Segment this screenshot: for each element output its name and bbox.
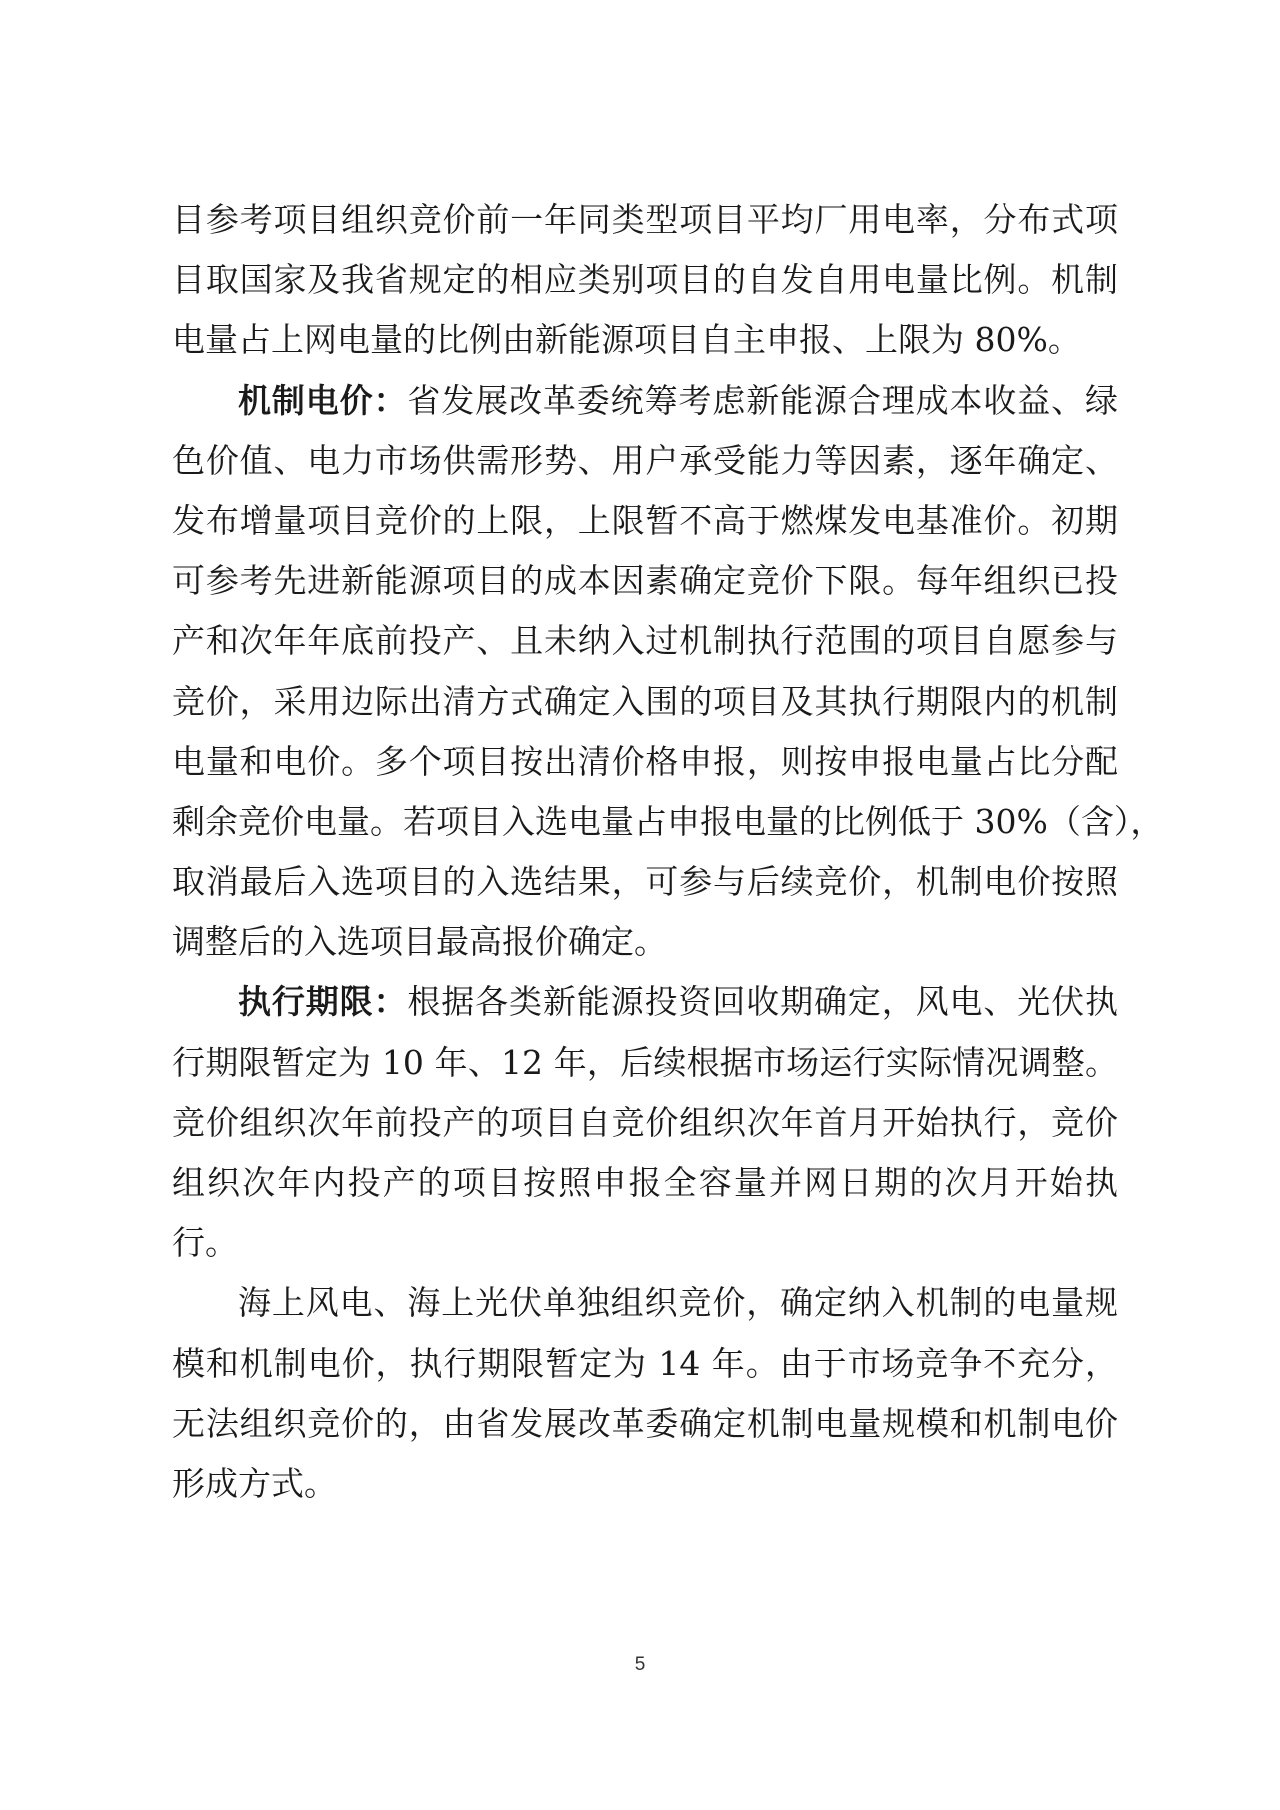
page-number: 5 xyxy=(634,1654,646,1675)
text-line: 竞价组织次年前投产的项目自竞价组织次年首月开始执行，竞价 xyxy=(172,1102,1118,1142)
text-line: 形成方式。 xyxy=(172,1463,337,1503)
section-heading-mechanism-price: 机制电价： xyxy=(238,380,408,420)
text-line: 模和机制电价，执行期限暂定为 14 年。由于市场竞争不充分， xyxy=(172,1343,1118,1383)
text-line: 竞价，采用边际出清方式确定入围的项目及其执行期限内的机制 xyxy=(172,681,1118,721)
text-line: 可参考先进新能源项目的成本因素确定竞价下限。每年组织已投 xyxy=(172,561,1118,601)
text-line xyxy=(172,371,1118,431)
text-line: 调整后的入选项目最高报价确定。 xyxy=(172,922,667,962)
text-line-content: 根据各类新能源投资回收期确定，风电、光伏执 xyxy=(407,982,1119,1022)
text-line: 行期限暂定为 10 年、12 年，后续根据市场运行实际情况调整。 xyxy=(172,1042,1118,1082)
text-line: 目参考项目组织竞价前一年同类型项目平均厂用电率，分布式项 xyxy=(172,200,1118,239)
text-line xyxy=(172,972,1118,1032)
text-line: 行。 xyxy=(172,1223,238,1263)
text-line: 产和次年年底前投产、且未纳入过机制执行范围的项目自愿参与 xyxy=(172,621,1118,661)
text-line: 组织次年内投产的项目按照申报全容量并网日期的次月开始执 xyxy=(172,1163,1118,1202)
text-line: 剩余竞价电量。若项目入选电量占申报电量的比例低于 30%（含）， xyxy=(172,801,1164,841)
text-line: 电量占上网电量的比例由新能源项目自主申报、上限为 80%。 xyxy=(172,320,1081,360)
document-body xyxy=(172,190,1164,1514)
text-line: 目取国家及我省规定的相应类别项目的自发自用电量比例。机制 xyxy=(172,260,1118,300)
text-line: 无法组织竞价的，由省发展改革委确定机制电量规模和机制电价 xyxy=(172,1403,1118,1443)
text-line: 取消最后入选项目的入选结果，可参与后续竞价，机制电价按照 xyxy=(172,862,1118,902)
text-line: 电量和电价。多个项目按出清价格申报，则按申报电量占比分配 xyxy=(172,741,1118,781)
text-line: 色价值、电力市场供需形势、用户承受能力等因素，逐年确定、 xyxy=(172,440,1118,480)
text-line: 发布增量项目竞价的上限，上限暂不高于燃煤发电基准价。初期 xyxy=(172,500,1118,540)
text-line-content: 省发展改革委统筹考虑新能源合理成本收益、绿 xyxy=(407,380,1119,420)
section-heading-execution-period: 执行期限： xyxy=(238,982,408,1022)
text-line: 海上风电、海上光伏单独组织竞价，确定纳入机制的电量规 xyxy=(238,1283,1118,1323)
